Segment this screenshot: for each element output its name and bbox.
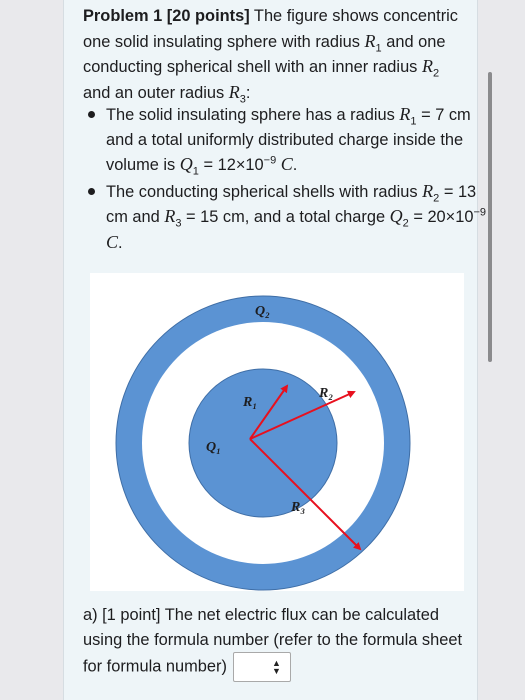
label-r3: R₃ <box>291 500 306 515</box>
figure-svg <box>90 273 464 591</box>
given-item-inner-sphere: The solid insulating sphere has a radius $R_1 = 7$ cm and a total uniformly distributed charge inside the volume is $Q_1 = 12\times 10^{-9}$ C. <box>106 102 491 178</box>
problem-intro: Problem 1 [20 points] The figure shows concentric one solid insulating sphere with radius $R_1$ and one conducting spherical shell with an inner radius $R_2$ and an outer radius $R_3$: <box>83 7 458 105</box>
label-q2: Q₂ <box>255 304 270 319</box>
question-part-a <box>83 603 468 682</box>
label-r2: R₂ <box>319 386 334 401</box>
part-a-label: a) [1 point] <box>83 606 161 624</box>
formula-number-select[interactable] <box>233 652 291 682</box>
problem-title: Problem 1 [20 points] <box>83 7 250 25</box>
updown-chevron-icon: ▲ ▼ <box>272 658 281 676</box>
given-list <box>83 102 491 256</box>
part-a-text: The net electric flux can be calculated using the formula number (refer to the formula sheet for formula number) <box>83 606 462 676</box>
label-q1: Q₁ <box>206 440 221 455</box>
label-r1: R₁ <box>243 395 258 410</box>
given-item-outer-shell: The conducting spherical shells with radius $R_2 = 13$ cm and $R_3 = 15$ cm, and a total charge $Q_2 = 20\times 10^{-9}$ C. <box>106 179 491 256</box>
concentric-spheres-figure <box>90 273 464 591</box>
